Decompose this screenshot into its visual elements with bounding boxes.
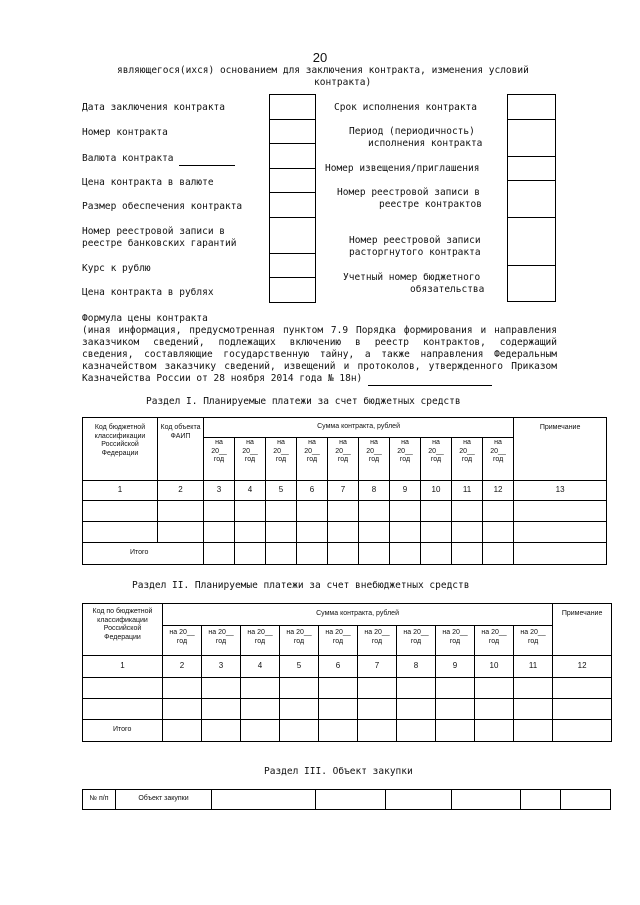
section3-table <box>82 789 611 810</box>
label-terminated-1: Номер реестровой записи <box>349 235 481 246</box>
table-row <box>83 501 607 522</box>
s1-year-col: на 20__ год <box>328 438 359 481</box>
formula-line-3: сведения, составляющие государственную тайну, а также направления Федеральным <box>82 349 557 360</box>
s1-colnum: 7 <box>328 481 359 501</box>
table-cell[interactable] <box>241 678 280 699</box>
s1-total-label: Итого <box>83 543 204 565</box>
s2-colnum: 3 <box>202 656 241 678</box>
s1-year-col: на 20__ год <box>483 438 514 481</box>
table-row <box>83 699 612 720</box>
table-cell[interactable] <box>421 543 452 565</box>
table-cell[interactable] <box>483 522 514 543</box>
table-cell[interactable] <box>452 501 483 522</box>
s1-colnum: 2 <box>158 481 204 501</box>
label-contract-number: Номер контракта <box>82 127 168 138</box>
input-execution-term[interactable] <box>508 95 555 120</box>
s1-year-col: на 20__ год <box>297 438 328 481</box>
table-row <box>83 678 612 699</box>
page-number: 20 <box>312 50 328 65</box>
s2-colnum: 9 <box>436 656 475 678</box>
s1-colnum: 13 <box>514 481 607 501</box>
s2-colnum: 10 <box>475 656 514 678</box>
input-budget-obligation[interactable] <box>508 266 555 302</box>
table-cell[interactable] <box>358 720 397 742</box>
input-contract-currency[interactable] <box>270 144 315 169</box>
s1-year-col: на 20__ год <box>452 438 483 481</box>
table-cell[interactable] <box>83 522 158 543</box>
formula-line-1: (иная информация, предусмотренная пунктом 7.9 Порядка формирования и направления <box>82 325 557 336</box>
s2-year-col: на 20__ год <box>280 626 319 656</box>
s1-year-col: на 20__ год <box>390 438 421 481</box>
table-cell[interactable] <box>204 501 235 522</box>
table-cell[interactable] <box>235 522 266 543</box>
table-cell[interactable] <box>328 522 359 543</box>
table-cell[interactable] <box>83 699 163 720</box>
table-cell[interactable] <box>514 678 553 699</box>
table-cell[interactable] <box>316 790 386 810</box>
table-cell[interactable] <box>359 543 390 565</box>
table-cell[interactable] <box>204 522 235 543</box>
s2-year-col: на 20__ год <box>319 626 358 656</box>
s2-year-col: на 20__ год <box>163 626 202 656</box>
s2-colnum: 7 <box>358 656 397 678</box>
table-cell[interactable] <box>390 501 421 522</box>
s2-colnum: 5 <box>280 656 319 678</box>
table-cell[interactable] <box>514 699 553 720</box>
table-cell[interactable] <box>235 543 266 565</box>
s2-year-col: на 20__ год <box>241 626 280 656</box>
table-row <box>83 522 607 543</box>
table-cell[interactable] <box>359 501 390 522</box>
table-cell[interactable] <box>397 720 436 742</box>
table-cell[interactable] <box>202 720 241 742</box>
table-cell[interactable] <box>158 522 204 543</box>
s1-year-col: на 20__ год <box>235 438 266 481</box>
section1-title: Раздел I. Планируемые платежи за счет бюджетных средств <box>146 396 461 407</box>
table-cell[interactable] <box>553 720 612 742</box>
table-cell[interactable] <box>297 501 328 522</box>
label-execution-term: Срок исполнения контракта <box>334 102 477 113</box>
table-cell[interactable] <box>553 678 612 699</box>
s2-colnum: 11 <box>514 656 553 678</box>
table-cell[interactable] <box>514 501 607 522</box>
table-cell[interactable] <box>390 522 421 543</box>
s2-colnum: 6 <box>319 656 358 678</box>
right-input-boxes <box>507 94 556 302</box>
s2-colnum: 4 <box>241 656 280 678</box>
s1-year-col: на 20__ год <box>204 438 235 481</box>
s1-total-row <box>83 543 607 565</box>
s1-colnum: 8 <box>359 481 390 501</box>
section1-table <box>82 417 607 565</box>
input-notice-number[interactable] <box>508 157 555 181</box>
table-cell[interactable] <box>452 543 483 565</box>
label-budget-obligation-1: Учетный номер бюджетного <box>343 272 481 283</box>
table-cell[interactable] <box>475 699 514 720</box>
s1-header-note: Примечание <box>514 418 607 481</box>
table-cell[interactable] <box>521 790 561 810</box>
table-cell[interactable] <box>386 790 452 810</box>
table-cell[interactable] <box>514 720 553 742</box>
input-exchange-rate[interactable] <box>270 254 315 278</box>
s1-colnum: 1 <box>83 481 158 501</box>
input-contract-number[interactable] <box>270 120 315 144</box>
table-cell[interactable] <box>202 678 241 699</box>
formula-line-4: казначейством заказчику сведений, извещений и протоколов, утвержденного Приказом <box>82 361 557 372</box>
table-cell[interactable] <box>241 720 280 742</box>
s2-total-label: Итого <box>83 720 163 742</box>
table-cell[interactable] <box>158 501 204 522</box>
table-cell[interactable] <box>280 699 319 720</box>
table-cell[interactable] <box>266 522 297 543</box>
input-price-in-currency[interactable] <box>270 169 315 193</box>
label-price-in-currency: Цена контракта в валюте <box>82 177 214 188</box>
s2-year-col: на 20__ год <box>397 626 436 656</box>
table-cell[interactable] <box>202 699 241 720</box>
intro-line-2: контракта) <box>314 77 372 88</box>
table-cell[interactable] <box>163 678 202 699</box>
intro-line-1: являющегося(ихся) основанием для заключения контракта, изменения условий <box>117 65 529 76</box>
section2-table <box>82 603 612 742</box>
s2-year-col: на 20__ год <box>358 626 397 656</box>
table-cell[interactable] <box>421 501 452 522</box>
table-cell[interactable] <box>319 720 358 742</box>
table-cell[interactable] <box>83 501 158 522</box>
s2-year-col: на 20__ год <box>436 626 475 656</box>
input-contract-date[interactable] <box>270 95 315 120</box>
input-terminated-register[interactable] <box>508 218 555 266</box>
table-cell[interactable] <box>319 678 358 699</box>
table-cell[interactable] <box>390 543 421 565</box>
label-contract-currency: Валюта контракта <box>82 153 235 166</box>
label-period-1: Период (периодичность) <box>349 126 475 137</box>
input-contract-register[interactable] <box>508 181 555 218</box>
s3-header-object: Объект закупки <box>116 790 212 810</box>
label-notice-number: Номер извещения/приглашения <box>325 163 480 174</box>
table-cell[interactable] <box>436 678 475 699</box>
section3-title: Раздел III. Объект закупки <box>264 766 413 777</box>
table-cell[interactable] <box>359 522 390 543</box>
s1-header-faip: Код объекта ФАИП <box>158 418 204 481</box>
s1-year-col: на 20__ год <box>359 438 390 481</box>
label-terminated-2: расторгнутого контракта <box>349 247 481 258</box>
s2-colnum: 8 <box>397 656 436 678</box>
label-guarantee-register-1: Номер реестровой записи в <box>82 226 225 237</box>
table-cell[interactable] <box>280 720 319 742</box>
input-price-in-rubles[interactable] <box>270 278 315 303</box>
table-cell[interactable] <box>83 678 163 699</box>
formula-line-5: Казначейства России от 28 ноября 2014 года № 18н) <box>82 373 492 386</box>
s2-year-col: на 20__ год <box>514 626 553 656</box>
table-cell[interactable] <box>319 699 358 720</box>
label-contract-date: Дата заключения контракта <box>82 102 225 113</box>
label-guarantee-register-2: реестре банковских гарантий <box>82 238 237 249</box>
s3-header-num: № п/п <box>83 790 116 810</box>
table-cell[interactable] <box>266 501 297 522</box>
table-cell[interactable] <box>358 678 397 699</box>
table-cell[interactable] <box>452 522 483 543</box>
left-input-boxes <box>269 94 316 303</box>
label-exchange-rate: Курс к рублю <box>82 263 151 274</box>
s1-header-sum: Сумма контракта, рублей <box>204 418 514 438</box>
s2-total-row <box>83 720 612 742</box>
label-budget-obligation-2: обязательства <box>410 284 485 295</box>
table-cell[interactable] <box>212 790 316 810</box>
s1-header-kbk: Код бюджетной классификации Российской Федерации <box>83 418 158 481</box>
label-contract-register-2: реестре контрактов <box>379 199 482 210</box>
table-cell[interactable] <box>280 678 319 699</box>
s2-colnum: 2 <box>163 656 202 678</box>
table-cell[interactable] <box>514 522 607 543</box>
s1-colnum: 6 <box>297 481 328 501</box>
s2-year-col: на 20__ год <box>475 626 514 656</box>
s2-header-sum: Сумма контракта, рублей <box>163 604 553 626</box>
formula-title: Формула цены контракта <box>82 313 208 324</box>
table-cell[interactable] <box>421 522 452 543</box>
formula-line-2: заказчиком сведений, подлежащих включению в реестр контрактов, содержащий <box>82 337 557 348</box>
label-security-amount: Размер обеспечения контракта <box>82 201 243 212</box>
table-cell[interactable] <box>204 543 235 565</box>
input-period[interactable] <box>508 120 555 157</box>
table-cell[interactable] <box>436 720 475 742</box>
table-cell[interactable] <box>163 720 202 742</box>
label-price-in-rubles: Цена контракта в рублях <box>82 287 214 298</box>
table-cell[interactable] <box>553 699 612 720</box>
s2-colnum: 12 <box>553 656 612 678</box>
formula-blank-line <box>368 373 492 386</box>
s2-colnum: 1 <box>83 656 163 678</box>
table-cell[interactable] <box>452 790 521 810</box>
table-cell[interactable] <box>358 699 397 720</box>
label-period-2: исполнения контракта <box>368 138 483 149</box>
table-cell[interactable] <box>297 543 328 565</box>
table-cell[interactable] <box>483 543 514 565</box>
table-cell[interactable] <box>475 720 514 742</box>
s1-colnum: 4 <box>235 481 266 501</box>
input-security-amount[interactable] <box>270 193 315 218</box>
table-cell[interactable] <box>297 522 328 543</box>
table-cell[interactable] <box>397 678 436 699</box>
s2-header-note: Примечание <box>553 604 612 656</box>
label-contract-register-1: Номер реестровой записи в <box>337 187 480 198</box>
s1-year-col: на 20__ год <box>421 438 452 481</box>
s1-colnum: 5 <box>266 481 297 501</box>
s1-colnum: 3 <box>204 481 235 501</box>
s2-year-col: на 20__ год <box>202 626 241 656</box>
s1-colnum: 12 <box>483 481 514 501</box>
table-cell[interactable] <box>241 699 280 720</box>
currency-blank-line <box>179 153 235 166</box>
table-cell[interactable] <box>328 501 359 522</box>
table-cell[interactable] <box>436 699 475 720</box>
s1-year-col: на 20__ год <box>266 438 297 481</box>
s2-header-kbk: Код по бюджетной классификации Российской Федерации <box>83 604 163 656</box>
s1-colnum: 11 <box>452 481 483 501</box>
table-cell[interactable] <box>163 699 202 720</box>
s1-colnum: 9 <box>390 481 421 501</box>
table-cell[interactable] <box>483 501 514 522</box>
section2-title: Раздел II. Планируемые платежи за счет внебюджетных средств <box>132 580 470 591</box>
table-cell[interactable] <box>235 501 266 522</box>
table-cell[interactable] <box>328 543 359 565</box>
table-cell[interactable] <box>475 678 514 699</box>
table-cell[interactable] <box>397 699 436 720</box>
table-cell[interactable] <box>266 543 297 565</box>
table-cell[interactable] <box>514 543 607 565</box>
table-cell[interactable] <box>561 790 611 810</box>
input-guarantee-register[interactable] <box>270 218 315 254</box>
s1-colnum: 10 <box>421 481 452 501</box>
